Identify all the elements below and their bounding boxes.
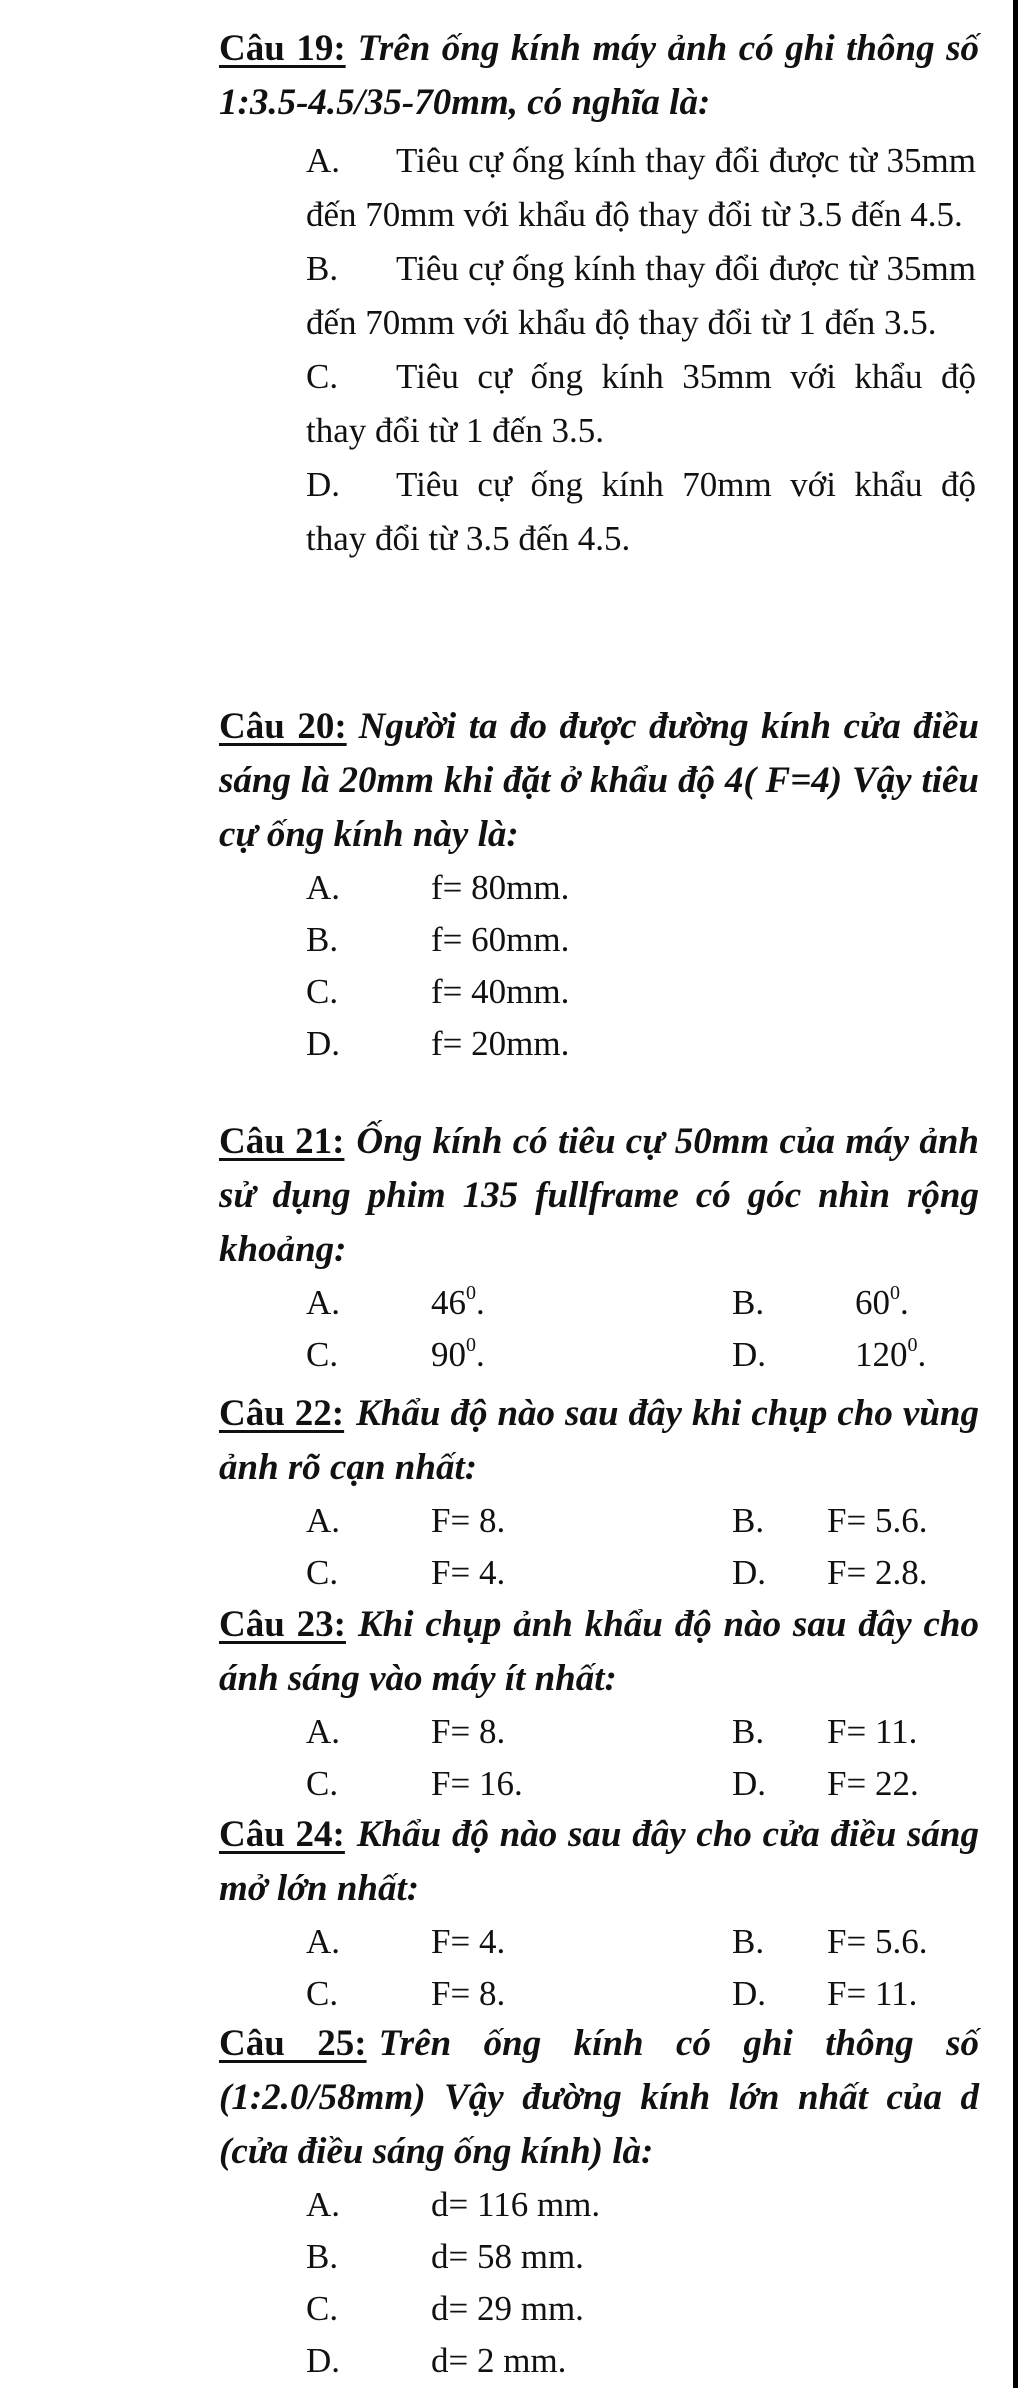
option-b-label: B.: [732, 1712, 765, 1751]
option-text: d= 116 mm.: [431, 2185, 601, 2224]
question-24: [219, 1808, 979, 2020]
question-text: Khẩu độ nào sau đây khi chụp cho vùng ảnh rõ cạn nhất:: [219, 1393, 979, 1488]
option-a-label: A.: [306, 1922, 341, 1961]
question-22: [219, 1387, 979, 1599]
option-text: Tiêu cự ống kính thay đổi được từ 35mm đến 70mm với khẩu độ thay đổi từ 1 đến 3.5.: [306, 249, 976, 342]
question-text: Trên ống kính có ghi thông số (1:2.0/58mm) Vậy đường kính lớn nhất của d (cửa điều sáng ống kính) là:: [219, 2023, 979, 2172]
question-19-stem: [219, 22, 979, 130]
question-text: Ống kính có tiêu cự 50mm của máy ảnh sử dụng phim 135 fullframe có góc nhìn rộng khoảng:: [219, 1121, 979, 1270]
question-22-stem: [219, 1387, 979, 1495]
option-c-text: F= 8.: [431, 1974, 506, 2013]
option-text: d= 2 mm.: [431, 2341, 567, 2380]
question-text: Người ta đo được đường kính cửa điều sáng là 20mm khi đặt ở khẩu độ 4( F=4) Vậy tiêu cự ống kính này là:: [219, 706, 979, 855]
option-row-cd: [219, 1547, 979, 1599]
option-label: A.: [306, 2185, 341, 2224]
option-d-label: D.: [732, 1764, 767, 1803]
option-c-value: [431, 1329, 485, 1381]
option-label: B.: [306, 920, 339, 959]
option-d-label: D.: [732, 1553, 767, 1592]
option-d-end: .: [917, 1335, 927, 1374]
option-d-label: D.: [732, 1974, 767, 2013]
question-23: [219, 1598, 979, 1810]
option-label: C.: [306, 972, 339, 1011]
option-a-label: A.: [306, 1501, 341, 1540]
option-c-label: C.: [306, 1553, 339, 1592]
question-number: Câu 19:: [219, 28, 346, 69]
question-text: Trên ống kính máy ảnh có ghi thông số 1:3.5-4.5/35-70mm, có nghĩa là:: [219, 28, 979, 123]
degree-superscript: 0: [907, 1334, 918, 1357]
degree-superscript: 0: [890, 1282, 900, 1305]
option-label: A.: [306, 868, 341, 907]
option-d-value: [855, 1329, 926, 1381]
option-c-text: F= 4.: [431, 1553, 506, 1592]
question-number: Câu 23:: [219, 1604, 346, 1645]
option-b-label: B.: [732, 1283, 765, 1322]
option-label: D.: [306, 1024, 341, 1063]
degree-superscript: 0: [466, 1282, 476, 1305]
option-row-ab: [219, 1916, 979, 1968]
question-21-stem: [219, 1115, 979, 1277]
option-d-text: F= 2.8.: [827, 1553, 928, 1592]
question-23-stem: [219, 1598, 979, 1706]
option-a-label: A.: [306, 1712, 341, 1751]
option-row-ab: [219, 1277, 979, 1329]
page-border-rule: [1013, 0, 1018, 2388]
option-row-ab: [219, 1706, 979, 1758]
option-c-label: C.: [306, 1974, 339, 2013]
option-b-label: B.: [732, 1501, 765, 1540]
option-text: f= 40mm.: [431, 972, 570, 1011]
option-c: [306, 350, 976, 458]
option-a-text: 46: [431, 1283, 466, 1322]
option-b: [306, 242, 976, 350]
option-d-text: F= 11.: [827, 1974, 918, 2013]
option-d: [306, 458, 976, 566]
option-c-text: 90: [431, 1335, 466, 1374]
option-label: D.: [306, 2341, 341, 2380]
option-d-label: D.: [732, 1335, 767, 1374]
option-label: C.: [306, 2289, 339, 2328]
question-20-stem: [219, 700, 979, 862]
option-b-text: F= 11.: [827, 1712, 918, 1751]
option-text: Tiêu cự ống kính 35mm với khẩu độ thay đổi từ 1 đến 3.5.: [306, 357, 976, 450]
option-text: Tiêu cự ống kính 70mm với khẩu độ thay đổi từ 3.5 đến 4.5.: [306, 465, 976, 558]
option-text: d= 29 mm.: [431, 2289, 584, 2328]
option-c: [219, 966, 979, 1018]
option-a: [219, 2179, 979, 2231]
question-number: Câu 20:: [219, 706, 347, 747]
option-row-cd: [219, 1968, 979, 2020]
option-a: [219, 862, 979, 914]
option-row-cd: [219, 1758, 979, 1810]
option-b-end: .: [900, 1283, 909, 1322]
option-a-end: .: [476, 1283, 485, 1322]
option-d-text: F= 22.: [827, 1764, 919, 1803]
option-label: B.: [306, 2237, 339, 2276]
option-b-text: F= 5.6.: [827, 1922, 928, 1961]
question-number: Câu 25:: [219, 2023, 367, 2064]
option-a-label: A.: [306, 1283, 341, 1322]
option-a-value: [431, 1277, 485, 1329]
option-c-end: .: [476, 1335, 485, 1374]
option-c-label: C.: [306, 1335, 339, 1374]
option-c: [219, 2283, 979, 2335]
degree-superscript: 0: [466, 1334, 476, 1357]
option-d: [219, 2335, 979, 2387]
option-row-ab: [219, 1495, 979, 1547]
question-19: [219, 22, 979, 566]
option-b-value: [855, 1277, 909, 1329]
option-text: f= 80mm.: [431, 868, 570, 907]
option-row-cd: [219, 1329, 979, 1381]
question-number: Câu 24:: [219, 1814, 345, 1855]
option-b: [219, 914, 979, 966]
option-a: [306, 134, 976, 242]
option-label: C.: [306, 357, 339, 396]
question-24-stem: [219, 1808, 979, 1916]
question-21: [219, 1115, 979, 1381]
option-text: f= 60mm.: [431, 920, 570, 959]
option-label: A.: [306, 141, 341, 180]
option-text: d= 58 mm.: [431, 2237, 584, 2276]
option-d: [219, 1018, 979, 1070]
option-b-text: F= 5.6.: [827, 1501, 928, 1540]
question-text: Khi chụp ảnh khẩu độ nào sau đây cho ánh sáng vào máy ít nhất:: [219, 1604, 979, 1699]
option-label: D.: [306, 465, 341, 504]
option-text: Tiêu cự ống kính thay đổi được từ 35mm đến 70mm với khẩu độ thay đổi từ 3.5 đến 4.5.: [306, 141, 976, 234]
option-c-label: C.: [306, 1764, 339, 1803]
option-d-text: 120: [855, 1335, 908, 1374]
option-text: f= 20mm.: [431, 1024, 570, 1063]
option-b-text: 60: [855, 1283, 890, 1322]
question-number: Câu 22:: [219, 1393, 345, 1434]
option-a-text: F= 8.: [431, 1501, 506, 1540]
option-a-text: F= 8.: [431, 1712, 506, 1751]
option-c-text: F= 16.: [431, 1764, 523, 1803]
option-b-label: B.: [732, 1922, 765, 1961]
option-b: [219, 2231, 979, 2283]
question-text: Khẩu độ nào sau đây cho cửa điều sáng mở lớn nhất:: [219, 1814, 979, 1909]
question-number: Câu 21:: [219, 1121, 345, 1162]
question-25-stem: [219, 2017, 979, 2179]
question-25: [219, 2017, 979, 2387]
option-label: B.: [306, 249, 339, 288]
question-20: [219, 700, 979, 1070]
option-a-text: F= 4.: [431, 1922, 506, 1961]
